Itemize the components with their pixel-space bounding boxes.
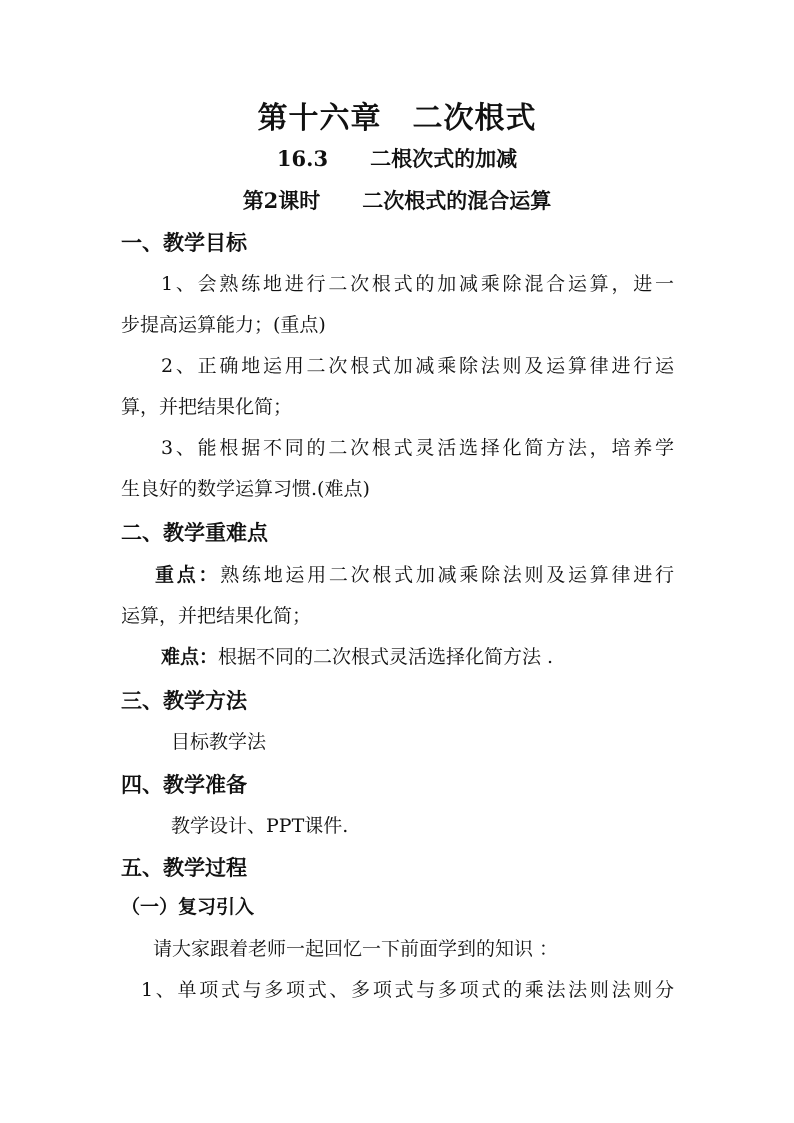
key-point-line-2: 运算，并把结果化简； (121, 605, 312, 627)
difficult-point-line (161, 648, 553, 667)
heading-teaching-process: 五、教学过程 (121, 855, 247, 880)
heading-key-difficult-points: 二、教学重难点 (121, 520, 268, 545)
chapter-title: 第十六章 二次根式 (257, 101, 537, 136)
key-point-text: 熟练地运用二次根式加减乘除法则及运算律进行 (220, 564, 674, 586)
lesson-title: 第2课时 二次根式的混合运算 (242, 188, 552, 213)
goal-3-line-1: 3、能根据不同的二次根式灵活选择化简方法，培养学 (161, 437, 674, 459)
heading-teaching-goals: 一、教学目标 (121, 230, 247, 255)
goal-3-line-2: 生良好的数学运算习惯.(难点) (121, 478, 370, 500)
difficult-point-text: 根据不同的二次根式灵活选择化简方法 . (218, 646, 554, 668)
difficult-point-label: 难点： (161, 646, 219, 668)
process-paragraph-2: 1、单项式与多项式、多项式与多项式的乘法法则法则分 (141, 979, 674, 1001)
goal-1-line-1: 1、会熟练地进行二次根式的加减乘除混合运算，进一 (161, 273, 674, 295)
goal-1-line-2: 步提高运算能力；(重点) (121, 314, 326, 336)
key-point-line-1 (155, 566, 674, 585)
goal-2-line-1: 2、正确地运用二次根式加减乘除法则及运算律进行运 (161, 355, 674, 377)
heading-teaching-preparation: 四、教学准备 (121, 772, 247, 797)
key-point-label: 重点： (155, 564, 221, 586)
process-paragraph-1: 请大家跟着老师一起回忆一下前面学到的知识 ： (153, 938, 559, 960)
goal-2-line-2: 算，并把结果化简； (121, 396, 293, 418)
section-title: 16.3 二根次式的加减 (276, 146, 518, 171)
subheading-review-intro: （一）复习引入 (121, 896, 255, 918)
teaching-method-text: 目标教学法 (171, 731, 267, 753)
teaching-preparation-text: 教学设计、PPT课件. (171, 815, 349, 837)
heading-teaching-method: 三、教学方法 (121, 688, 247, 713)
